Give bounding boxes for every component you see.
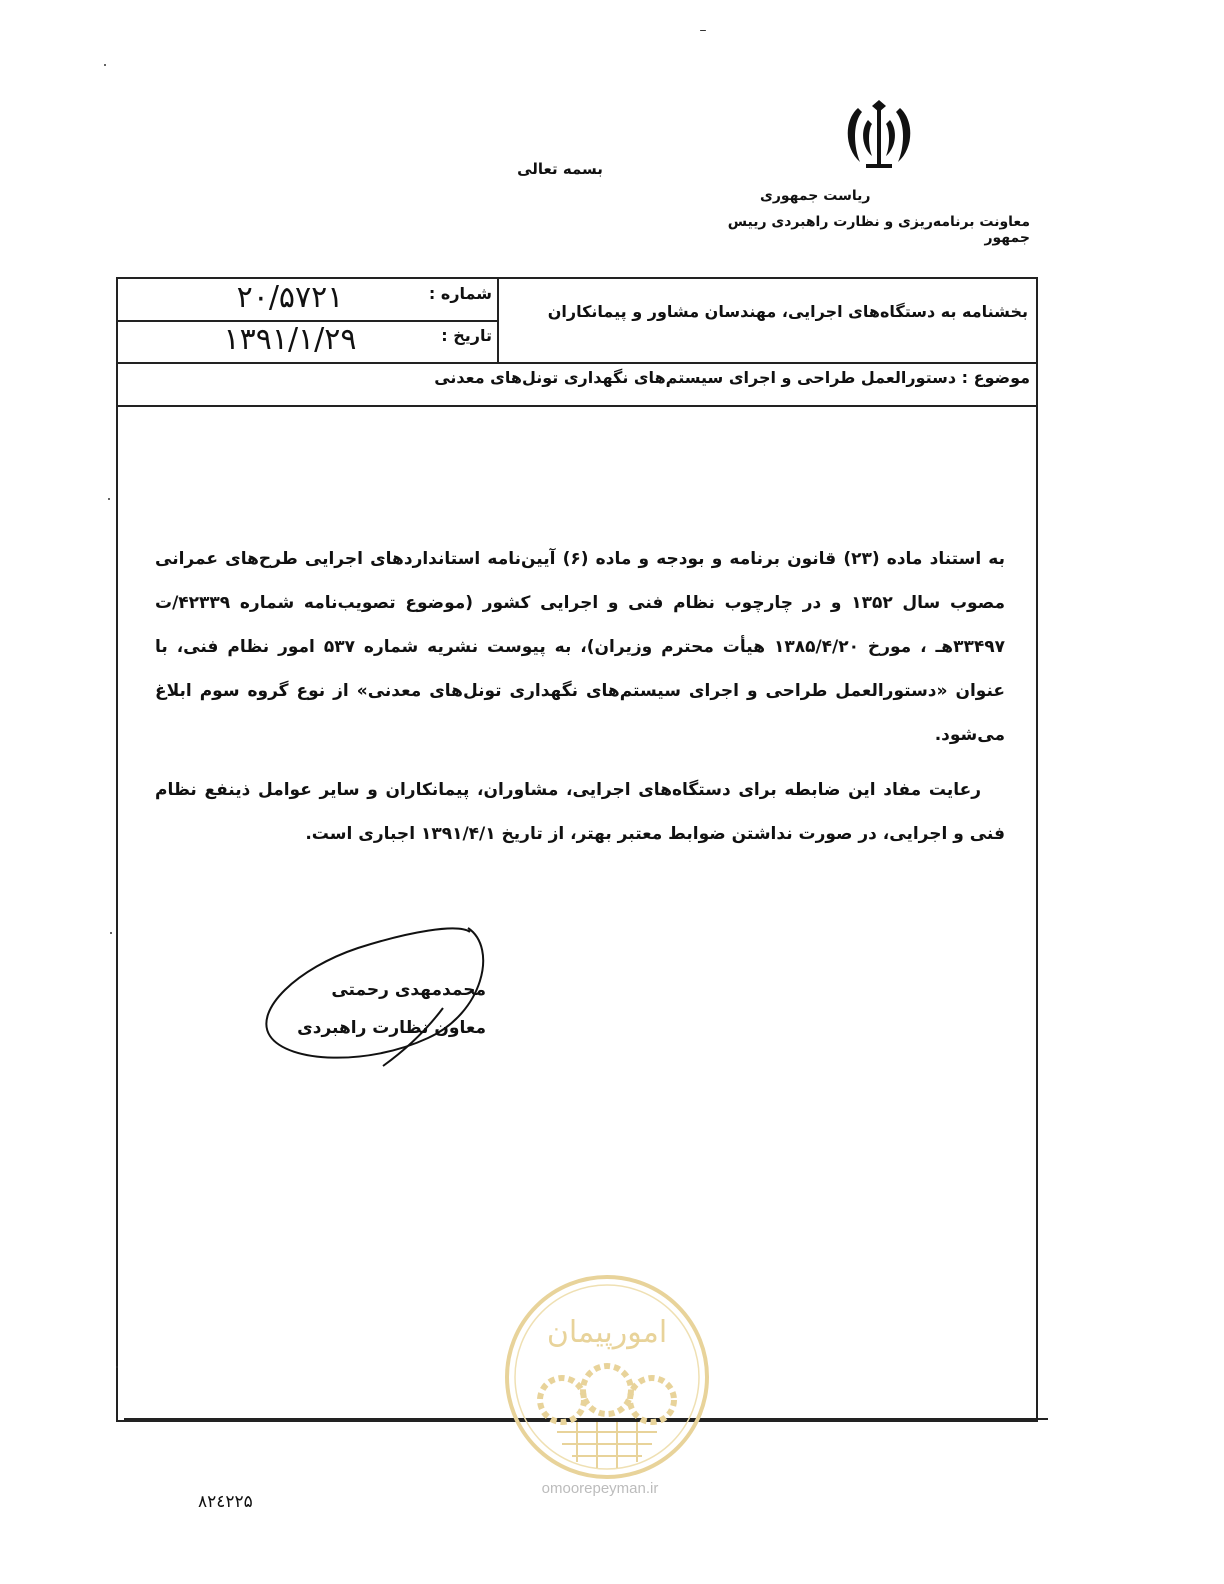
deputy-office-label: معاونت برنامه‌ریزی و نظارت راهبردی رییس جمهور [727,214,1030,246]
scan-speck [116,1366,118,1368]
addressee-line: بخشنامه به دستگاه‌های اجرایی، مهندسان مشاور و پیمانکاران [547,302,1028,321]
signer-title: معاون نظارت راهبردی [297,1018,486,1038]
scan-speck [108,498,110,500]
watermark-logo-icon [502,1272,712,1482]
number-label: شماره : [428,284,492,303]
scan-speck [700,30,706,31]
date-label: تاریخ : [441,326,492,345]
watermark-logo-text: امورپیمان [546,1315,668,1350]
bismillah-heading: بسمه تعالی [517,160,603,178]
body-paragraph-1: به استناد ماده (۲۳) قانون برنامه و بودجه و ماده (۶) آیین‌نامه استانداردهای اجرایی طرح‌های عمرانی مصوب سال ۱۳۵۲ و در چارچوب نظام فنی و اجرایی کشور (موضوع تصویب‌نامه شماره ۴۲۳۳۹/ت ۳۳۴۹۷هـ ، مورخ ۱۳۸۵/۴/۲۰ هیأت محترم وزیران)، به پیوست نشریه شماره ۵۳۷ امور نظام فنی، با عنوان «دستورالعمل طراحی و اجرای سیستم‌های نگهداری تونل‌های معدنی» از نوع گروه سوم ابلاغ می‌شود. [155,549,1005,745]
presidency-label: ریاست جمهوری [760,188,871,204]
date-value: ۱۳۹۱/۱/۲۹ [223,322,357,357]
scan-speck [110,932,112,934]
subject-top-divider [116,362,1038,364]
body-paragraph-2: رعایت مفاد این ضابطه برای دستگاه‌های اجرایی، مشاوران، پیمانکاران و سایر عوامل ذینفع نظام فنی و اجرایی، در صورت نداشتن ضوابط معتبر بهتر، از تاریخ ۱۳۹۱/۴/۱ اجباری است. [155,780,1005,844]
subject-bottom-divider [116,405,1038,407]
signer-name: محمدمهدی رحمتی [331,980,486,1000]
footer-code: ۸۲٤۲۲۵ [198,1492,253,1512]
watermark-url: omoorepeyman.ir [541,1480,659,1497]
subject-line: موضوع : دستورالعمل طراحی و اجرای سیستم‌های نگهداری تونل‌های معدنی [434,368,1030,387]
meta-column-divider [497,277,499,363]
emblem-icon [838,98,920,174]
scan-speck [104,64,106,66]
number-value: ۲۰/۵۷۲۱ [236,280,344,315]
